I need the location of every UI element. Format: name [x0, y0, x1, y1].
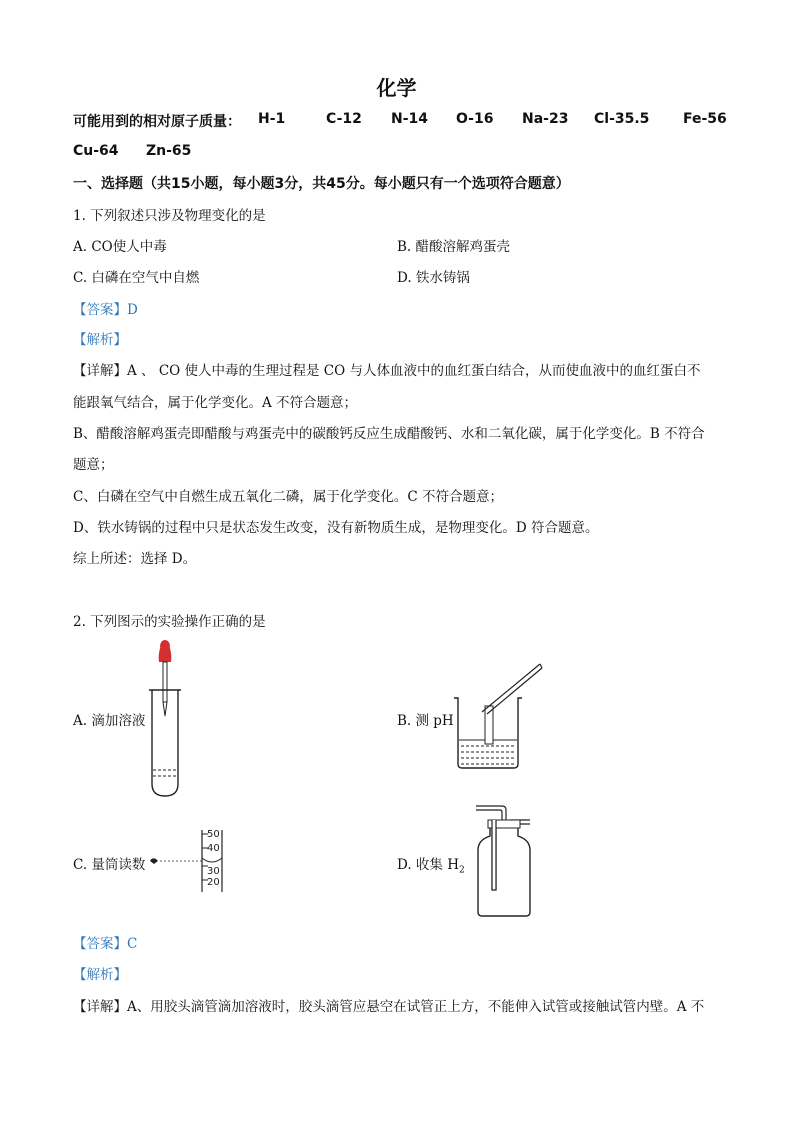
dropper-in-test-tube-figure [140, 634, 190, 804]
page-title: 化学 [376, 76, 417, 100]
q1-detail-line: B、醋酸溶解鸡蛋壳即醋酸与鸡蛋壳中的碳酸钙反应生成醋酸钙、水和二氧化碳，属于化学变化。B 不符合 [73, 426, 705, 442]
mass-item: H-1 [258, 111, 286, 127]
mass-item: N-14 [391, 111, 429, 127]
q1-option-c: C. 白磷在空气中自燃 [73, 270, 200, 286]
question-2-stem: 2. 下列图示的实验操作正确的是 [73, 614, 266, 630]
q2-option-d [397, 853, 465, 876]
q1-option-a: A. CO使人中毒 [73, 239, 167, 255]
q2-answer: 【答案】C [73, 936, 138, 952]
q2-option-d-subscript: 2 [459, 865, 465, 876]
atomic-mass-label: 可能用到的相对原子质量： [73, 114, 241, 130]
q1-detail-line: C、白磷在空气中自燃生成五氧化二磷，属于化学变化。C 不符合题意； [73, 489, 503, 505]
mass-item: Cu-64 [73, 143, 119, 159]
mass-item: C-12 [326, 111, 362, 127]
q1-detail-line: D、铁水铸锅的过程中只是状态发生改变，没有新物质生成，是物理变化。D 符合题意。 [73, 520, 599, 536]
mass-item: Na-23 [522, 111, 569, 127]
q1-detail-line: 【详解】A 、 CO 使人中毒的生理过程是 CO 与人体血液中的血红蛋白结合，从而使血液中的血红蛋白不 [73, 363, 701, 379]
q1-detail-line: 综上所述：选择 D。 [73, 551, 197, 567]
mass-item: Zn-65 [146, 143, 192, 159]
q1-detail-line: 能跟氧气结合，属于化学变化。A 不符合题意； [73, 395, 358, 411]
q2-analysis-label: 【解析】 [73, 967, 127, 983]
q1-option-d: D. 铁水铸锅 [397, 270, 470, 286]
q2-option-a: A. 滴加溶液 [73, 713, 146, 729]
cylinder-tick-label: 50 [207, 829, 220, 840]
graduated-cylinder-figure [148, 826, 238, 896]
cylinder-tick-label: 40 [207, 843, 220, 854]
mass-item: Fe-56 [683, 111, 727, 127]
q2-option-c: C. 量筒读数 [73, 857, 146, 873]
q2-option-b: B. 测 pH [397, 713, 454, 729]
gas-collection-bottle-figure [470, 800, 540, 920]
q1-answer: 【答案】D [73, 302, 138, 318]
cylinder-tick-label: 20 [207, 877, 220, 888]
mass-item: O-16 [456, 111, 494, 127]
q1-analysis-label: 【解析】 [73, 332, 127, 348]
q2-option-d-text: D. 收集 H [397, 857, 459, 873]
q1-option-b: B. 醋酸溶解鸡蛋壳 [397, 239, 511, 255]
cylinder-tick-label: 30 [207, 866, 220, 877]
question-1-stem: 1. 下列叙述只涉及物理变化的是 [73, 208, 266, 224]
mass-item: Cl-35.5 [594, 111, 650, 127]
section-heading: 一、选择题（共15小题，每小题3分，共45分。每小题只有一个选项符合题意） [73, 176, 570, 192]
ph-strip-in-beaker-figure [452, 660, 552, 772]
q1-detail-line: 题意； [73, 457, 114, 473]
q2-detail-line: 【详解】A、用胶头滴管滴加溶液时，胶头滴管应悬空在试管正上方，不能伸入试管或接触试管内壁。A 不 [73, 999, 705, 1015]
